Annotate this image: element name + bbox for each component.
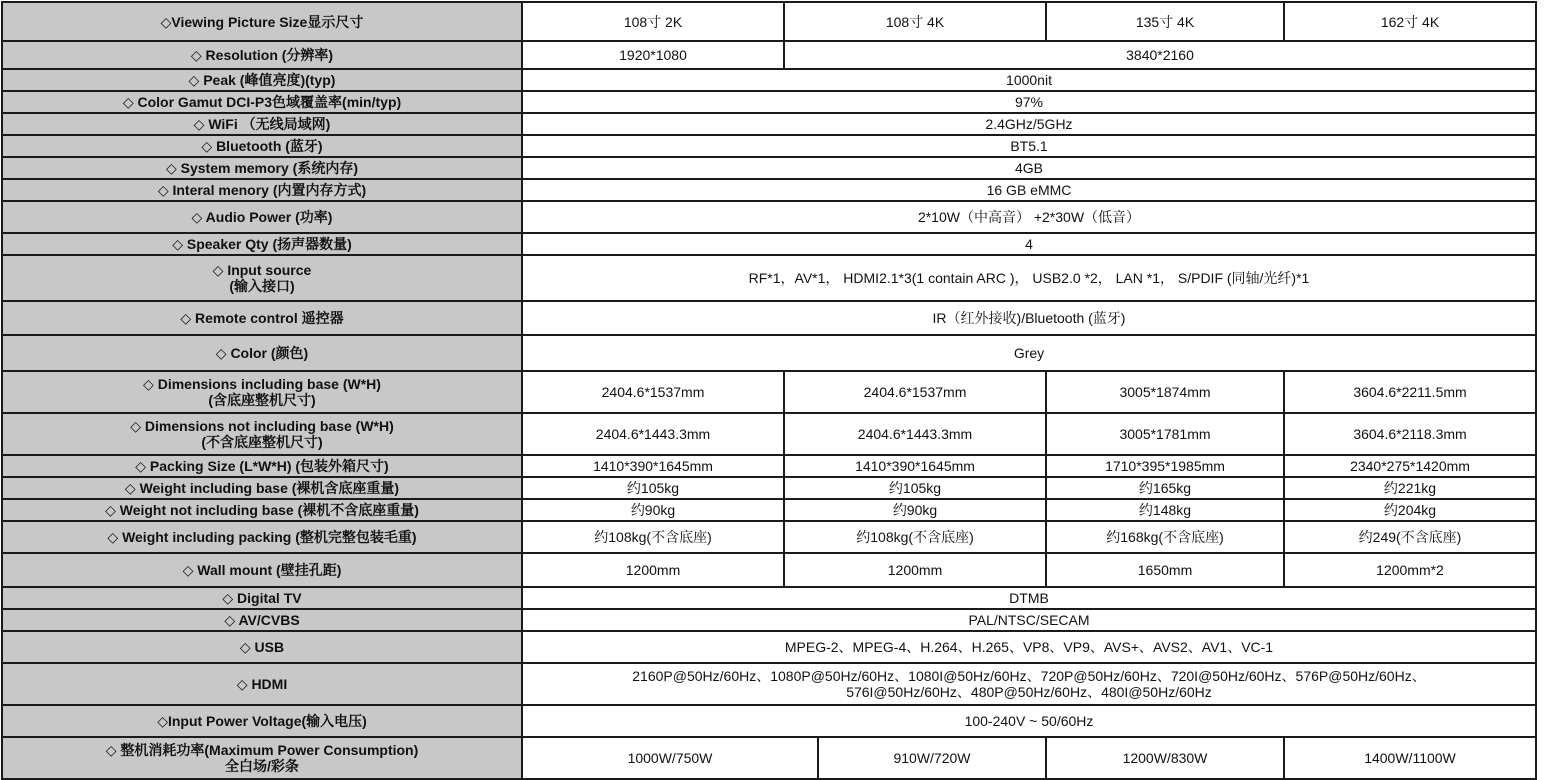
spec-value: 910W/720W xyxy=(819,738,1047,780)
spec-value: 135寸 4K xyxy=(1047,1,1285,42)
spec-value: 97% xyxy=(523,92,1537,114)
spec-value: 3005*1781mm xyxy=(1047,414,1285,456)
spec-value: 2404.6*1443.3mm xyxy=(785,414,1047,456)
spec-label: ◇ WiFi （无线局域网) xyxy=(1,114,523,136)
spec-value: RF*1，AV*1， HDMI2.1*3(1 contain ARC )， USB2.0 *2， LAN *1， S/PDIF (同轴/光纤)*1 xyxy=(523,256,1537,302)
spec-value: 1200W/830W xyxy=(1047,738,1285,780)
spec-value: 约165kg xyxy=(1047,478,1285,500)
spec-value: 约204kg xyxy=(1285,500,1537,522)
spec-label: ◇ Digital TV xyxy=(1,588,523,610)
spec-value: 2.4GHz/5GHz xyxy=(523,114,1537,136)
spec-label: ◇Viewing Picture Size显示尺寸 xyxy=(1,1,523,42)
spec-value: 2*10W（中高音） +2*30W（低音） xyxy=(523,202,1537,234)
spec-label: ◇Input Power Voltage(输入电压) xyxy=(1,706,523,738)
spec-value: 约168kg(不含底座) xyxy=(1047,522,1285,554)
spec-value: 1400W/1100W xyxy=(1285,738,1537,780)
spec-label: ◇ USB xyxy=(1,632,523,664)
spec-value: 4 xyxy=(523,234,1537,256)
spec-label: ◇ Color Gamut DCI-P3色域覆盖率(min/typ) xyxy=(1,92,523,114)
spec-value: 1200mm*2 xyxy=(1285,554,1537,588)
spec-value: MPEG-2、MPEG-4、H.264、H.265、VP8、VP9、AVS+、AVS2、AV1、VC-1 xyxy=(523,632,1537,664)
spec-value: 约105kg xyxy=(785,478,1047,500)
spec-value: 4GB xyxy=(523,158,1537,180)
spec-value: 1650mm xyxy=(1047,554,1285,588)
spec-value: 1200mm xyxy=(523,554,785,588)
spec-label: ◇ Weight including packing (整机完整包装毛重) xyxy=(1,522,523,554)
spec-value: 3604.6*2118.3mm xyxy=(1285,414,1537,456)
spec-label: ◇ Dimensions including base (W*H) (含底座整机尺寸) xyxy=(1,372,523,414)
spec-label: ◇ Wall mount (壁挂孔距) xyxy=(1,554,523,588)
spec-label: ◇ Resolution (分辨率) xyxy=(1,42,523,70)
spec-value: 1710*395*1985mm xyxy=(1047,456,1285,478)
spec-value: 3840*2160 xyxy=(785,42,1537,70)
spec-value: 约105kg xyxy=(523,478,785,500)
spec-value: 约249(不含底座) xyxy=(1285,522,1537,554)
spec-label: ◇ Color (颜色) xyxy=(1,336,523,372)
spec-value: 1000nit xyxy=(523,70,1537,92)
spec-value: 约108kg(不含底座) xyxy=(523,522,785,554)
spec-label: ◇ 整机消耗功率(Maximum Power Consumption) 全白场/彩条 xyxy=(1,738,523,780)
spec-label: ◇ Input source (输入接口) xyxy=(1,256,523,302)
spec-label: ◇ Remote control 遥控器 xyxy=(1,302,523,336)
spec-label: ◇ Peak (峰值亮度)(typ) xyxy=(1,70,523,92)
spec-value: 1200mm xyxy=(785,554,1047,588)
spec-value: DTMB xyxy=(523,588,1537,610)
spec-label: ◇ HDMI xyxy=(1,664,523,706)
spec-label: ◇ Bluetooth (蓝牙) xyxy=(1,136,523,158)
spec-value: 100-240V ~ 50/60Hz xyxy=(523,706,1537,738)
spec-value: 1410*390*1645mm xyxy=(785,456,1047,478)
spec-value: 2404.6*1537mm xyxy=(785,372,1047,414)
spec-label: ◇ Interal menory (内置内存方式) xyxy=(1,180,523,202)
spec-value: 2340*275*1420mm xyxy=(1285,456,1537,478)
spec-value: Grey xyxy=(523,336,1537,372)
spec-value: 1000W/750W xyxy=(523,738,819,780)
spec-value: 108寸 4K xyxy=(785,1,1047,42)
spec-value: BT5.1 xyxy=(523,136,1537,158)
spec-label: ◇ Weight including base (裸机含底座重量) xyxy=(1,478,523,500)
spec-value: 约90kg xyxy=(523,500,785,522)
spec-label: ◇ Weight not including base (裸机不含底座重量) xyxy=(1,500,523,522)
spec-value: 2404.6*1443.3mm xyxy=(523,414,785,456)
spec-value: IR（红外接收)/Bluetooth (蓝牙) xyxy=(523,302,1537,336)
spec-value: 3005*1874mm xyxy=(1047,372,1285,414)
spec-label: ◇ Dimensions not including base (W*H) (不含底座整机尺寸) xyxy=(1,414,523,456)
spec-value: 1920*1080 xyxy=(523,42,785,70)
spec-value: 16 GB eMMC xyxy=(523,180,1537,202)
spec-label: ◇ System memory (系统内存) xyxy=(1,158,523,180)
spec-label: ◇ AV/CVBS xyxy=(1,610,523,632)
spec-value: 约108kg(不含底座) xyxy=(785,522,1047,554)
spec-label: ◇ Speaker Qty (扬声器数量) xyxy=(1,234,523,256)
spec-value: 1410*390*1645mm xyxy=(523,456,785,478)
spec-label: ◇ Audio Power (功率) xyxy=(1,202,523,234)
spec-value: 约90kg xyxy=(785,500,1047,522)
spec-value: 3604.6*2211.5mm xyxy=(1285,372,1537,414)
spec-value: 约221kg xyxy=(1285,478,1537,500)
spec-value: 2404.6*1537mm xyxy=(523,372,785,414)
spec-label: ◇ Packing Size (L*W*H) (包装外箱尺寸) xyxy=(1,456,523,478)
spec-value: 108寸 2K xyxy=(523,1,785,42)
spec-value: 约148kg xyxy=(1047,500,1285,522)
spec-value: PAL/NTSC/SECAM xyxy=(523,610,1537,632)
spec-value: 2160P@50Hz/60Hz、1080P@50Hz/60Hz、1080I@50Hz/60Hz、720P@50Hz/60Hz、720I@50Hz/60Hz、576P@50Hz/60Hz、 576I@50Hz/60Hz、480P@50Hz/60Hz、480I@50Hz/60Hz xyxy=(523,664,1537,706)
spec-value: 162寸 4K xyxy=(1285,1,1537,42)
